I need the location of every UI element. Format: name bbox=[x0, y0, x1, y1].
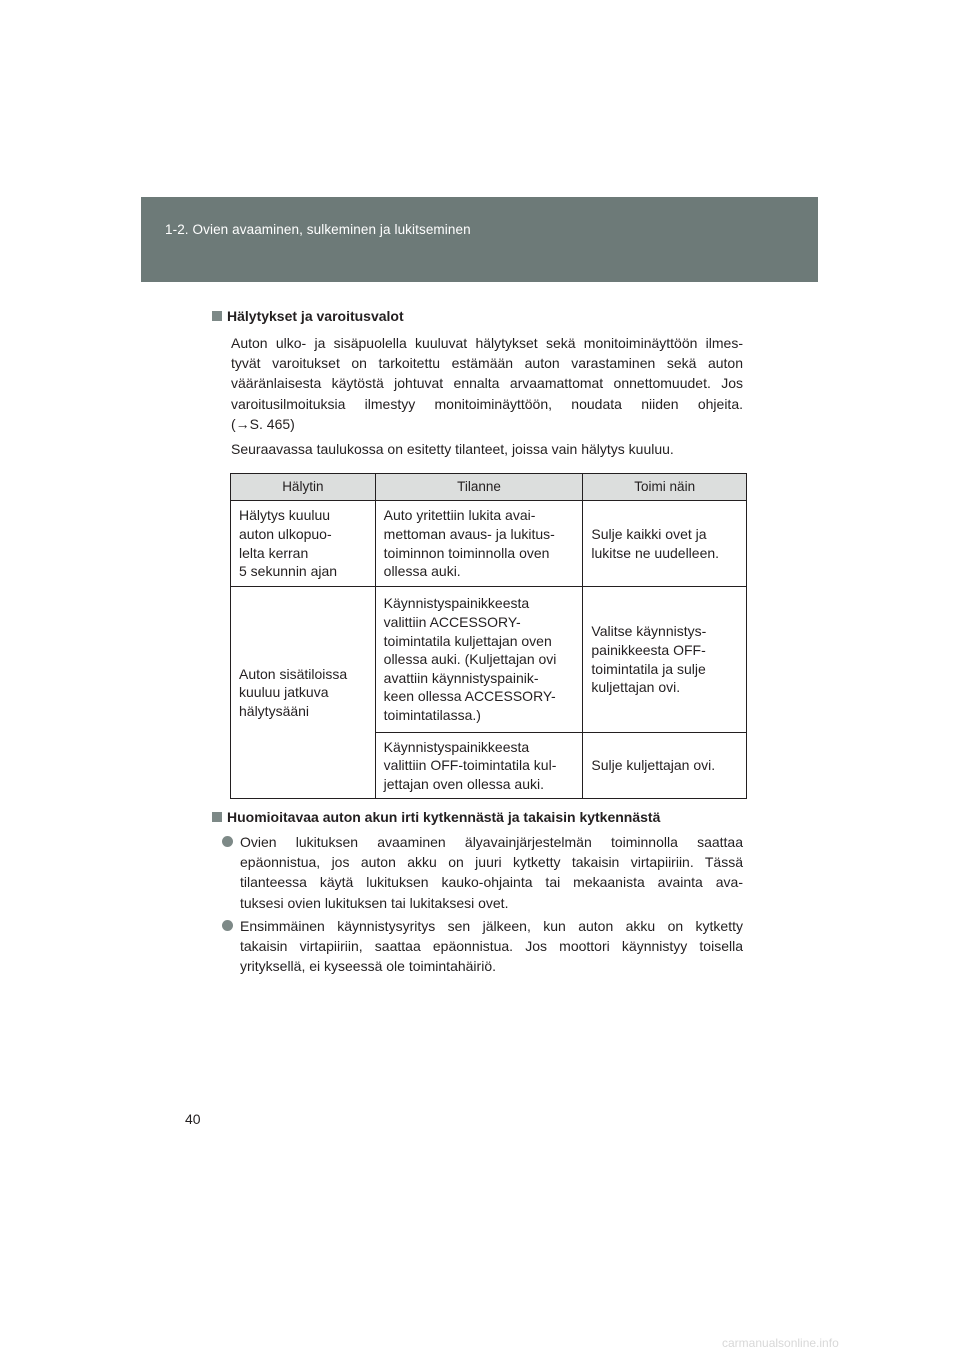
action-cell bbox=[583, 587, 747, 733]
section-title-text: Huomioitavaa auton akun irti kytkennästä ja takaisin kytkennästä bbox=[227, 809, 661, 825]
section-header-bar bbox=[141, 197, 818, 282]
column-header-situation: Tilanne bbox=[375, 474, 583, 501]
section-header-title: 1-2. Ovien avaaminen, sulkeminen ja lukitseminen bbox=[165, 222, 471, 237]
paragraph-line: Auton ulko- ja sisäpuolella kuuluvat hälytykset sekä monitoiminäyttöön ilmes- bbox=[231, 335, 743, 351]
cell-line: Valitse käynnistys- bbox=[591, 623, 707, 640]
alarm-cell bbox=[231, 587, 376, 799]
cell-line: jettajan oven ollessa auki. bbox=[383, 775, 544, 792]
cell-line: lelta kerran bbox=[239, 544, 309, 561]
cell-line: ollessa auki. bbox=[383, 563, 461, 580]
paragraph-line: varoitusilmoituksia ilmestyy monitoiminäyttöön, noudata niiden ohjeita. bbox=[231, 395, 743, 412]
cell-line: toiminnon toiminnolla oven bbox=[383, 544, 550, 561]
table-row bbox=[231, 587, 747, 733]
cell-line: valittiin ACCESSORY- bbox=[383, 614, 521, 631]
cell-line: 5 sekunnin ajan bbox=[239, 563, 338, 580]
cell-line: kuuluu jatkuva bbox=[239, 684, 329, 701]
cell-line: Hälytys kuuluu bbox=[239, 507, 331, 524]
bullet-text bbox=[240, 832, 743, 913]
alarm-cell bbox=[231, 501, 376, 587]
column-header-action: Toimi näin bbox=[583, 474, 747, 501]
table-intro-paragraph bbox=[231, 439, 743, 459]
bullet-line: Ovien lukituksen avaaminen älyavainjärjestelmän toiminnolla saattaa bbox=[240, 834, 743, 850]
bullet-line: epäonnistua, jos auton akku on juuri kytketty takaisin virtapiiriin. Tässä bbox=[240, 854, 743, 871]
cell-line: painikkeesta OFF- bbox=[591, 641, 706, 658]
bullet-line: takaisin virtapiiriin, saattaa epäonnistua. Jos moottori käynnistyy toisella bbox=[240, 938, 743, 955]
situation-cell bbox=[375, 733, 583, 799]
square-bullet-icon bbox=[212, 311, 222, 321]
page-reference: (→S. 465) bbox=[231, 415, 295, 432]
list-item bbox=[222, 832, 743, 913]
cell-line: keen ollessa ACCESSORY- bbox=[383, 688, 556, 705]
bullet-line: tuksesi ovien lukituksen tai lukitaksesi ovet. bbox=[240, 894, 509, 911]
bullet-line: yrityksellä, ei kyseessä ole toimintahäiriö. bbox=[240, 958, 496, 975]
section-title-battery bbox=[212, 809, 660, 825]
table-row bbox=[231, 501, 747, 587]
cell-line: toimintatila ja sulje bbox=[591, 660, 706, 677]
cell-line: toimintatila kuljettajan oven bbox=[383, 632, 552, 649]
list-item bbox=[222, 916, 743, 977]
cell-line: hälytysääni bbox=[239, 702, 310, 719]
situation-cell bbox=[375, 587, 583, 733]
cell-line: Käynnistyspainikkeesta bbox=[383, 738, 530, 755]
table-header-row bbox=[231, 474, 747, 501]
column-header-alarm: Hälytin bbox=[231, 474, 376, 501]
cell-line: auton ulkopuo- bbox=[239, 525, 332, 542]
page-number: 40 bbox=[185, 1111, 201, 1127]
cell-line: toimintatilassa.) bbox=[383, 706, 481, 723]
cell-line: ollessa auki. (Kuljettajan ovi bbox=[383, 651, 557, 668]
bullet-line: Ensimmäinen käynnistysyritys sen jälkeen, kun auton akku on kytketty bbox=[240, 918, 743, 934]
footer-watermark: carmanualsonline.info bbox=[722, 1336, 839, 1350]
cell-line: avattiin käynnistyspainik- bbox=[383, 669, 539, 686]
cell-line: lukitse ne uudelleen. bbox=[591, 544, 720, 561]
action-cell bbox=[583, 733, 747, 799]
paragraph-line: tyvät varoitukset on tarkoitettu estämään auton varastaminen sekä auton bbox=[231, 355, 743, 372]
cell-line: Sulje kaikki ovet ja bbox=[591, 525, 707, 542]
cell-line: kuljettajan ovi. bbox=[591, 679, 681, 696]
intro-paragraph bbox=[231, 333, 743, 434]
paragraph-line: vääränlaisesta käytöstä johtuvat ennalta arvaamattomat onnettomuudet. Jos bbox=[231, 375, 743, 392]
cell-line: Käynnistyspainikkeesta bbox=[383, 595, 530, 612]
square-bullet-icon bbox=[212, 812, 222, 822]
circle-bullet-icon bbox=[222, 836, 233, 847]
cell-line: Sulje kuljettajan ovi. bbox=[591, 757, 716, 774]
cell-line: Auto yritettiin lukita avai- bbox=[383, 507, 536, 524]
cell-line: mettoman avaus- ja lukitus- bbox=[383, 525, 555, 542]
bullet-text bbox=[240, 916, 743, 977]
bullet-line: tilanteessa käytä lukituksen kauko-ohjainta tai mekaanista avainta ava- bbox=[240, 874, 743, 891]
alarm-table bbox=[230, 473, 747, 799]
situation-cell bbox=[375, 501, 583, 587]
action-cell bbox=[583, 501, 747, 587]
section-title-text: Hälytykset ja varoitusvalot bbox=[227, 308, 404, 324]
circle-bullet-icon bbox=[222, 920, 233, 931]
cell-line: Auton sisätiloissa bbox=[239, 665, 348, 682]
cell-line: valittiin OFF-toimintatila kul- bbox=[383, 757, 557, 774]
paragraph-line: Seuraavassa taulukossa on esitetty tilanteet, joissa vain hälytys kuuluu. bbox=[231, 441, 674, 457]
section-title-alarms bbox=[212, 308, 404, 324]
